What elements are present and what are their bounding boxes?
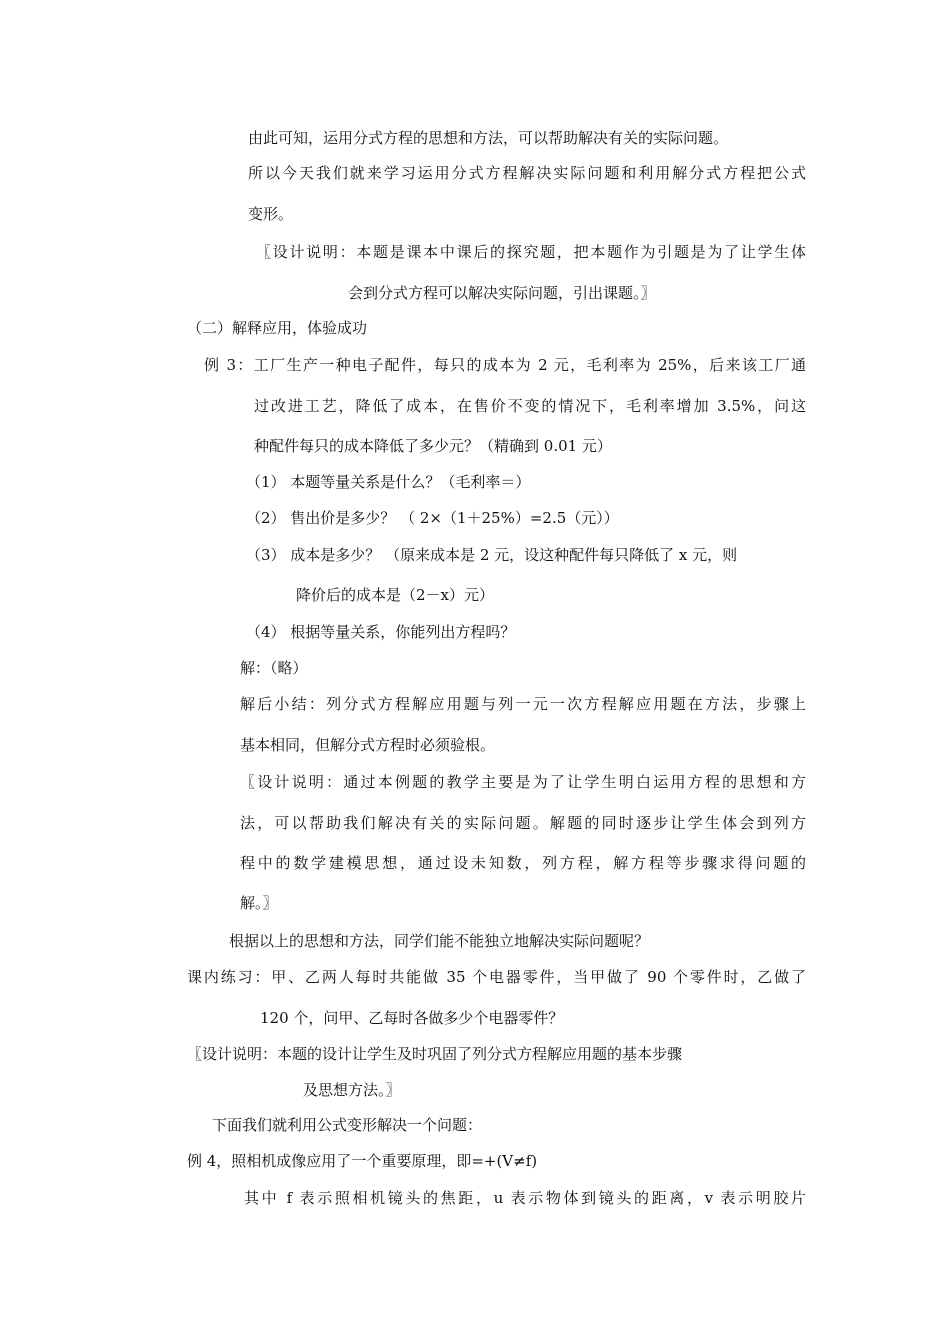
summary-line-1: 解后小结：列分式方程解应用题与列一元一次方程解应用题在方法，步骤上: [240, 695, 806, 713]
question-3-cont: 降价后的成本是（2－x）元）: [296, 586, 495, 604]
design-note-3-line-2: 及思想方法。〗: [303, 1081, 401, 1099]
exercise-line-2: 120 个，问甲、乙每时各做多少个电器零件？: [260, 1009, 564, 1027]
example-4-line-1: 例 4，照相机成像应用了一个重要原理，即=+(V≠f): [187, 1152, 538, 1170]
text-line-2: 所以今天我们就来学习运用分式方程解决实际问题和利用解分式方程把公式: [248, 164, 806, 182]
question-4: （4） 根据等量关系，你能列出方程吗？: [246, 623, 516, 641]
example-3-line-2: 过改进工艺，降低了成本，在售价不变的情况下，毛利率增加 3.5%，问这: [254, 397, 806, 415]
summary-line-2: 基本相同，但解分式方程时必须验根。: [240, 736, 496, 754]
design-note-1: 〖设计说明：本题是课本中课后的探究题，把本题作为引题是为了让学生体: [256, 243, 806, 261]
solution: 解：（略）: [240, 659, 308, 677]
question-3: （3） 成本是多少？ （原来成本是 2 元，设这种配件每只降低了 x 元，则: [246, 546, 738, 564]
exercise-line-1: 课内练习：甲、乙两人每时共能做 35 个电器零件，当甲做了 90 个零件时，乙做了: [187, 968, 806, 986]
design-note-1-cont: 会到分式方程可以解决实际问题，引出课题。〗: [348, 284, 656, 302]
example-3-line-3: 种配件每只的成本降低了多少元？（精确到 0.01 元）: [254, 437, 612, 455]
text-line-3: 变形。: [248, 205, 294, 223]
section-heading: （二）解释应用，体验成功: [187, 319, 368, 337]
text-line-1: 由此可知，运用分式方程的思想和方法，可以帮助解决有关的实际问题。: [248, 129, 729, 147]
transition-text-2: 下面我们就利用公式变形解决一个问题：: [212, 1116, 483, 1134]
question-2: （2） 售出价是多少？ （ 2×（1＋25%）=2.5（元））: [246, 509, 619, 527]
design-note-2-line-3: 程中的数学建模思想，通过设未知数，列方程，解方程等步骤求得问题的: [240, 854, 806, 872]
example-4-line-2: 其中 f 表示照相机镜头的焦距，u 表示物体到镜头的距离，v 表示明胶片: [244, 1189, 806, 1207]
design-note-2-line-1: 〖设计说明：通过本例题的教学主要是为了让学生明白运用方程的思想和方: [240, 773, 806, 791]
design-note-2-line-2: 法，可以帮助我们解决有关的实际问题。解题的同时逐步让学生体会到列方: [240, 814, 806, 832]
transition-text: 根据以上的思想和方法，同学们能不能独立地解决实际问题呢？: [229, 932, 650, 950]
question-1: （1） 本题等量关系是什么？（毛利率＝）: [246, 473, 531, 491]
design-note-3-line-1: 〖设计说明：本题的设计让学生及时巩固了列分式方程解应用题的基本步骤: [187, 1045, 683, 1063]
design-note-2-line-4: 解。〗: [240, 894, 278, 912]
example-3-line-1: 例 3：工厂生产一种电子配件，每只的成本为 2 元，毛利率为 25%，后来该工厂通: [204, 356, 806, 374]
